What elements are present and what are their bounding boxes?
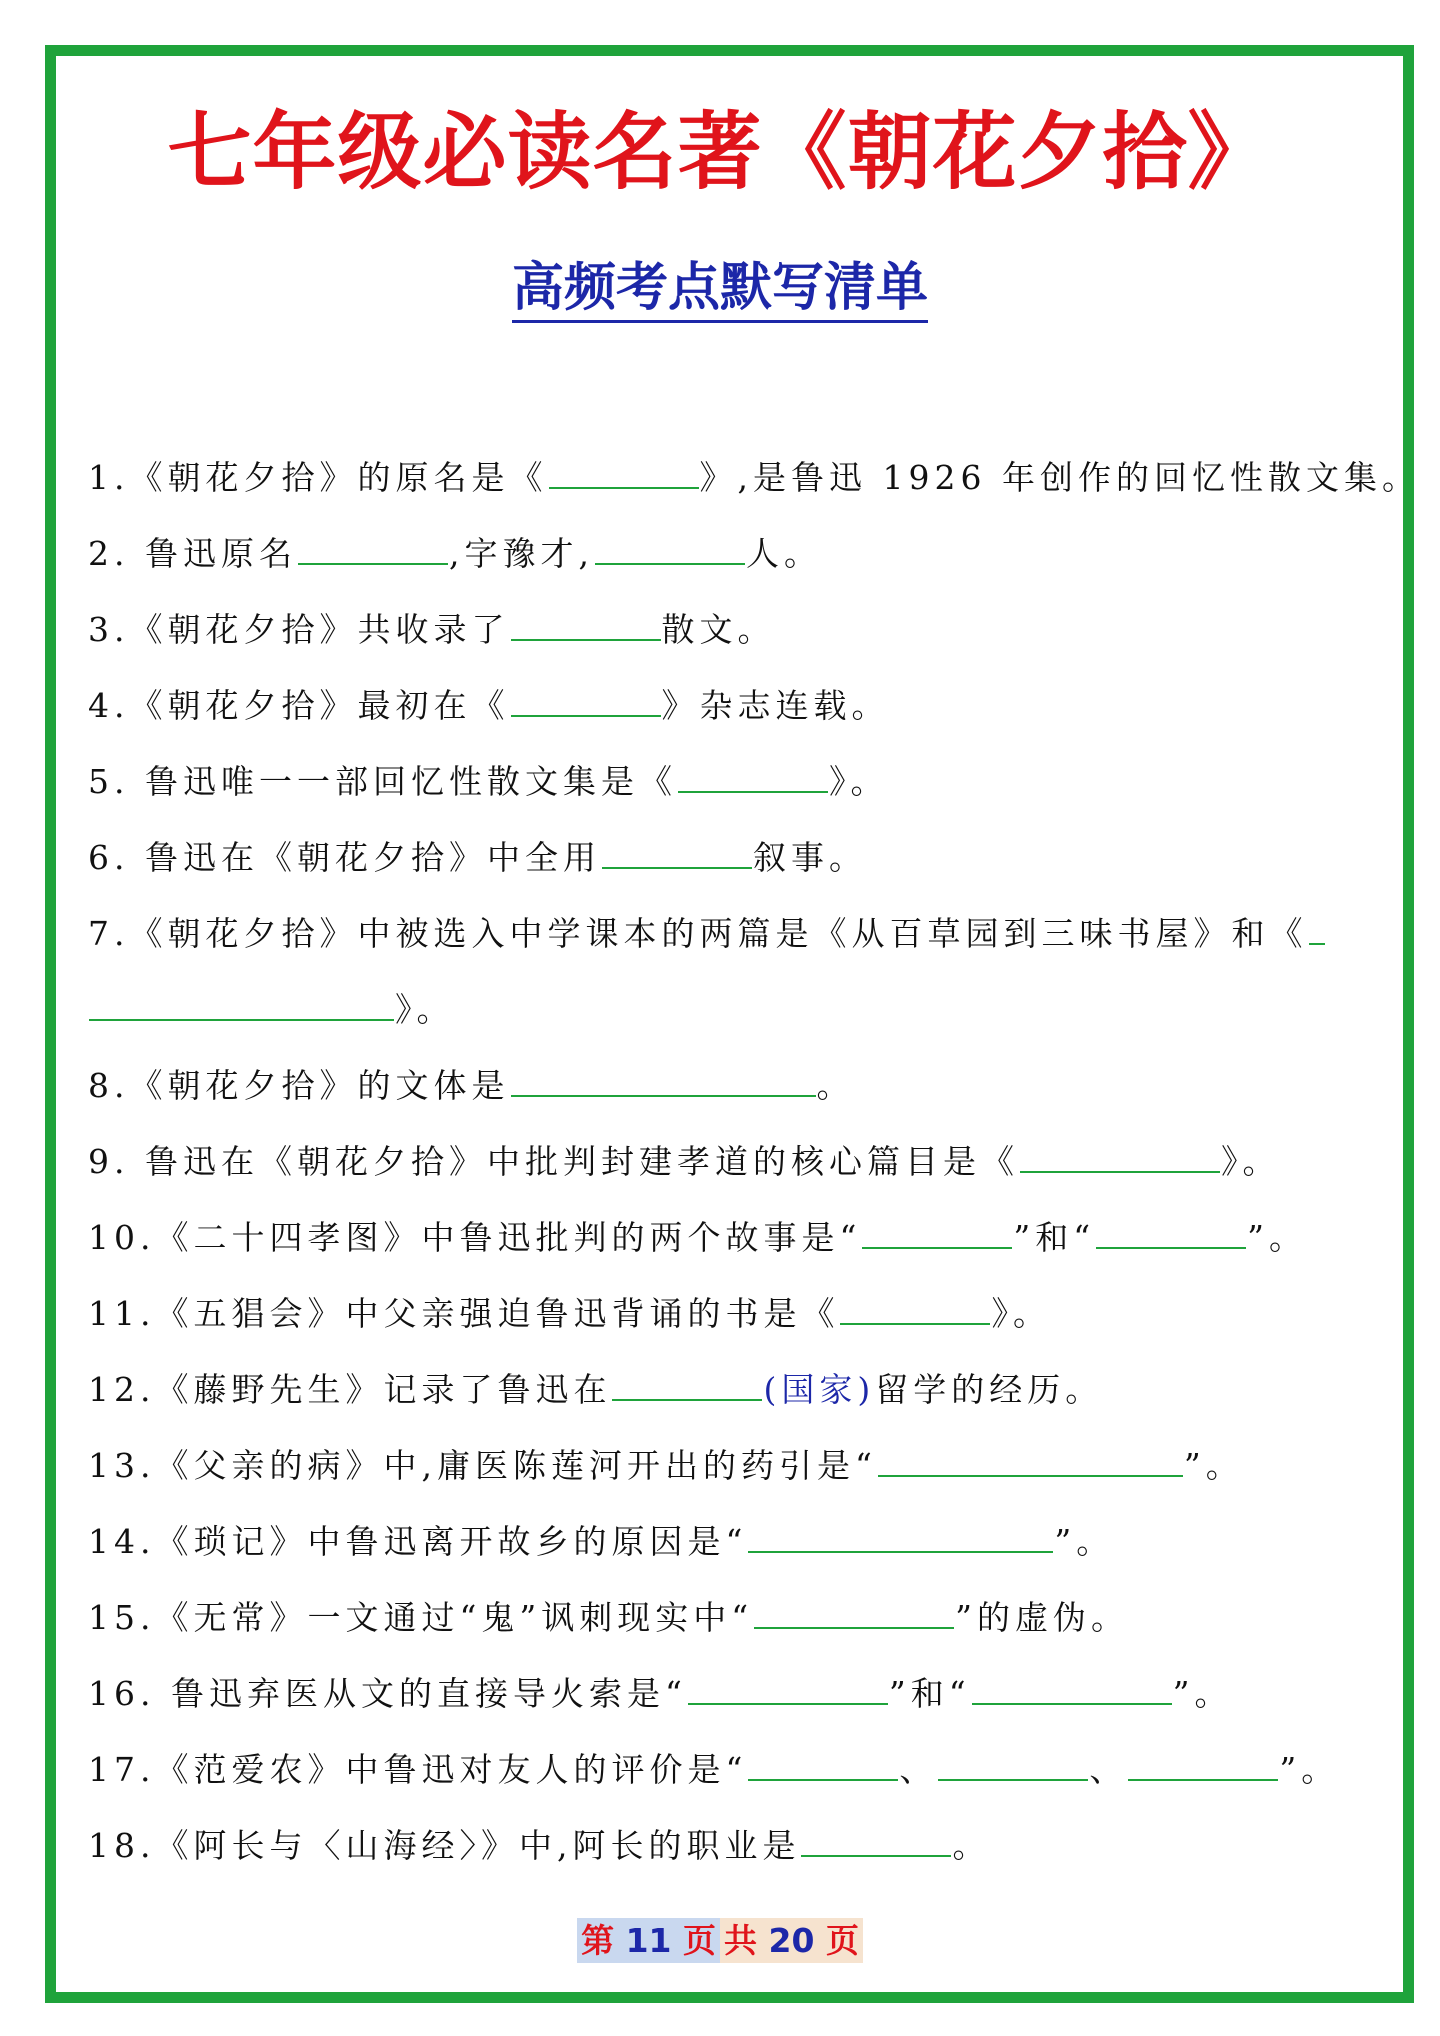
answer-blank[interactable] [511, 689, 661, 717]
page-current-group [577, 1918, 720, 1963]
question-text: 10.《二十四孝图》中鲁迅批判的两个故事是“ [88, 1218, 862, 1257]
question-text: 14.《琐记》中鲁迅离开故乡的原因是“ [88, 1522, 748, 1561]
question-text: 》。 [828, 762, 889, 801]
question-list [88, 440, 1420, 1884]
question-18 [88, 1808, 1368, 1884]
page-label: 共 [724, 1921, 757, 1960]
question-text: 17.《范爱农》中鲁迅对友人的评价是“ [88, 1750, 748, 1789]
answer-blank[interactable] [511, 1069, 816, 1097]
question-4 [88, 668, 1368, 744]
answer-blank[interactable] [748, 1753, 898, 1781]
question-10 [88, 1200, 1368, 1276]
question-14 [88, 1504, 1368, 1580]
question-text: 。 [952, 1826, 991, 1865]
question-text: ”。 [1247, 1218, 1307, 1257]
question-16 [88, 1656, 1368, 1732]
answer-blank[interactable] [1020, 1145, 1220, 1173]
question-text: 3.《朝花夕拾》共收录了 [88, 610, 510, 649]
question-text: 1.《朝花夕拾》的原名是《 [88, 458, 548, 497]
answer-blank[interactable] [878, 1449, 1183, 1477]
answer-blank[interactable] [511, 613, 661, 641]
question-11 [88, 1276, 1368, 1352]
question-text: ”。 [1183, 1446, 1244, 1485]
question-text: 7.《朝花夕拾》中被选入中学课本的两篇是《从百草园到三味书屋》和《 [88, 914, 1308, 953]
question-text: 8.《朝花夕拾》的文体是 [88, 1066, 510, 1105]
page-label: 页 [683, 1921, 716, 1960]
question-text: 》。 [991, 1294, 1051, 1333]
question-text: ”和“ [888, 1674, 971, 1713]
question-8 [88, 1048, 1368, 1124]
question-text: 12.《藤野先生》记录了鲁迅在 [88, 1370, 612, 1409]
question-text: 13.《父亲的病》中,庸医陈莲河开出的药引是“ [88, 1446, 877, 1485]
question-text: 散文。 [661, 610, 776, 649]
question-text: 》。 [1220, 1142, 1281, 1181]
page-total-group [720, 1918, 863, 1963]
question-text: ,字豫才, [448, 534, 594, 573]
hint-text: (国家) [763, 1370, 876, 1409]
question-text: 叙事。 [752, 838, 867, 877]
page-total: 20 [768, 1921, 815, 1960]
answer-blank[interactable] [602, 841, 752, 869]
question-text: 18.《阿长与〈山海经〉》中,阿长的职业是 [88, 1826, 801, 1865]
question-text: 2. 鲁迅原名 [88, 534, 297, 573]
question-1 [88, 440, 1420, 516]
question-text: 9. 鲁迅在《朝花夕拾》中批判封建孝道的核心篇目是《 [88, 1142, 1019, 1181]
answer-blank[interactable] [678, 765, 828, 793]
answer-blank[interactable] [748, 1525, 1053, 1553]
page-title: 七年级必读名著《朝花夕拾》 [167, 103, 1273, 201]
question-text: 》。 [395, 990, 455, 1029]
question-text: 4.《朝花夕拾》最初在《 [88, 686, 510, 725]
answer-blank[interactable] [1309, 917, 1325, 945]
question-13 [88, 1428, 1368, 1504]
answer-blank[interactable] [801, 1829, 951, 1857]
question-text: ”的虚伪。 [955, 1598, 1129, 1637]
answer-blank[interactable] [89, 993, 394, 1021]
page-current: 11 [625, 1921, 672, 1960]
question-text: 。 [816, 1066, 855, 1105]
answer-blank[interactable] [298, 537, 448, 565]
question-text: 、 [899, 1750, 938, 1789]
question-6 [88, 820, 1368, 896]
page-label: 第 [581, 1921, 615, 1960]
question-text: ”和“ [1013, 1218, 1096, 1257]
answer-blank[interactable] [595, 537, 745, 565]
answer-blank[interactable] [549, 461, 699, 489]
question-text: 6. 鲁迅在《朝花夕拾》中全用 [88, 838, 601, 877]
page-subtitle: 高频考点默写清单 [512, 262, 928, 323]
answer-blank[interactable] [840, 1297, 990, 1325]
question-text: 》,是鲁迅 1926 年创作的回忆性散文集。 [699, 458, 1420, 497]
answer-blank[interactable] [938, 1753, 1088, 1781]
question-text: 》杂志连载。 [661, 686, 890, 725]
answer-blank[interactable] [1096, 1221, 1246, 1249]
answer-blank[interactable] [612, 1373, 762, 1401]
question-text: 、 [1089, 1750, 1128, 1789]
question-2 [88, 516, 1368, 592]
question-text: ”。 [1279, 1750, 1340, 1789]
page-number [0, 1918, 1440, 1963]
question-3 [88, 592, 1368, 668]
question-12 [88, 1352, 1368, 1428]
answer-blank[interactable] [862, 1221, 1012, 1249]
page-label: 页 [825, 1921, 859, 1960]
answer-blank[interactable] [972, 1677, 1172, 1705]
question-text: 5. 鲁迅唯一一部回忆性散文集是《 [88, 762, 677, 801]
question-text: ”。 [1172, 1674, 1233, 1713]
answer-blank[interactable] [688, 1677, 888, 1705]
question-text: 15.《无常》一文通过“鬼”讽刺现实中“ [88, 1598, 754, 1637]
question-5 [88, 744, 1368, 820]
question-15 [88, 1580, 1368, 1656]
question-7 [88, 896, 1368, 972]
question-text: 留学的经历。 [875, 1370, 1104, 1409]
question-text: 16. 鲁迅弃医从文的直接导火索是“ [88, 1674, 687, 1713]
answer-blank[interactable] [1128, 1753, 1278, 1781]
answer-blank[interactable] [754, 1601, 954, 1629]
question-text: 11.《五猖会》中父亲强迫鲁迅背诵的书是《 [88, 1294, 840, 1333]
question-17 [88, 1732, 1368, 1808]
question-9 [88, 1124, 1368, 1200]
question-7-continued [88, 972, 1368, 1048]
question-text: ”。 [1054, 1522, 1115, 1561]
question-text: 人。 [745, 534, 822, 573]
page-subtitle-wrap [0, 258, 1440, 323]
